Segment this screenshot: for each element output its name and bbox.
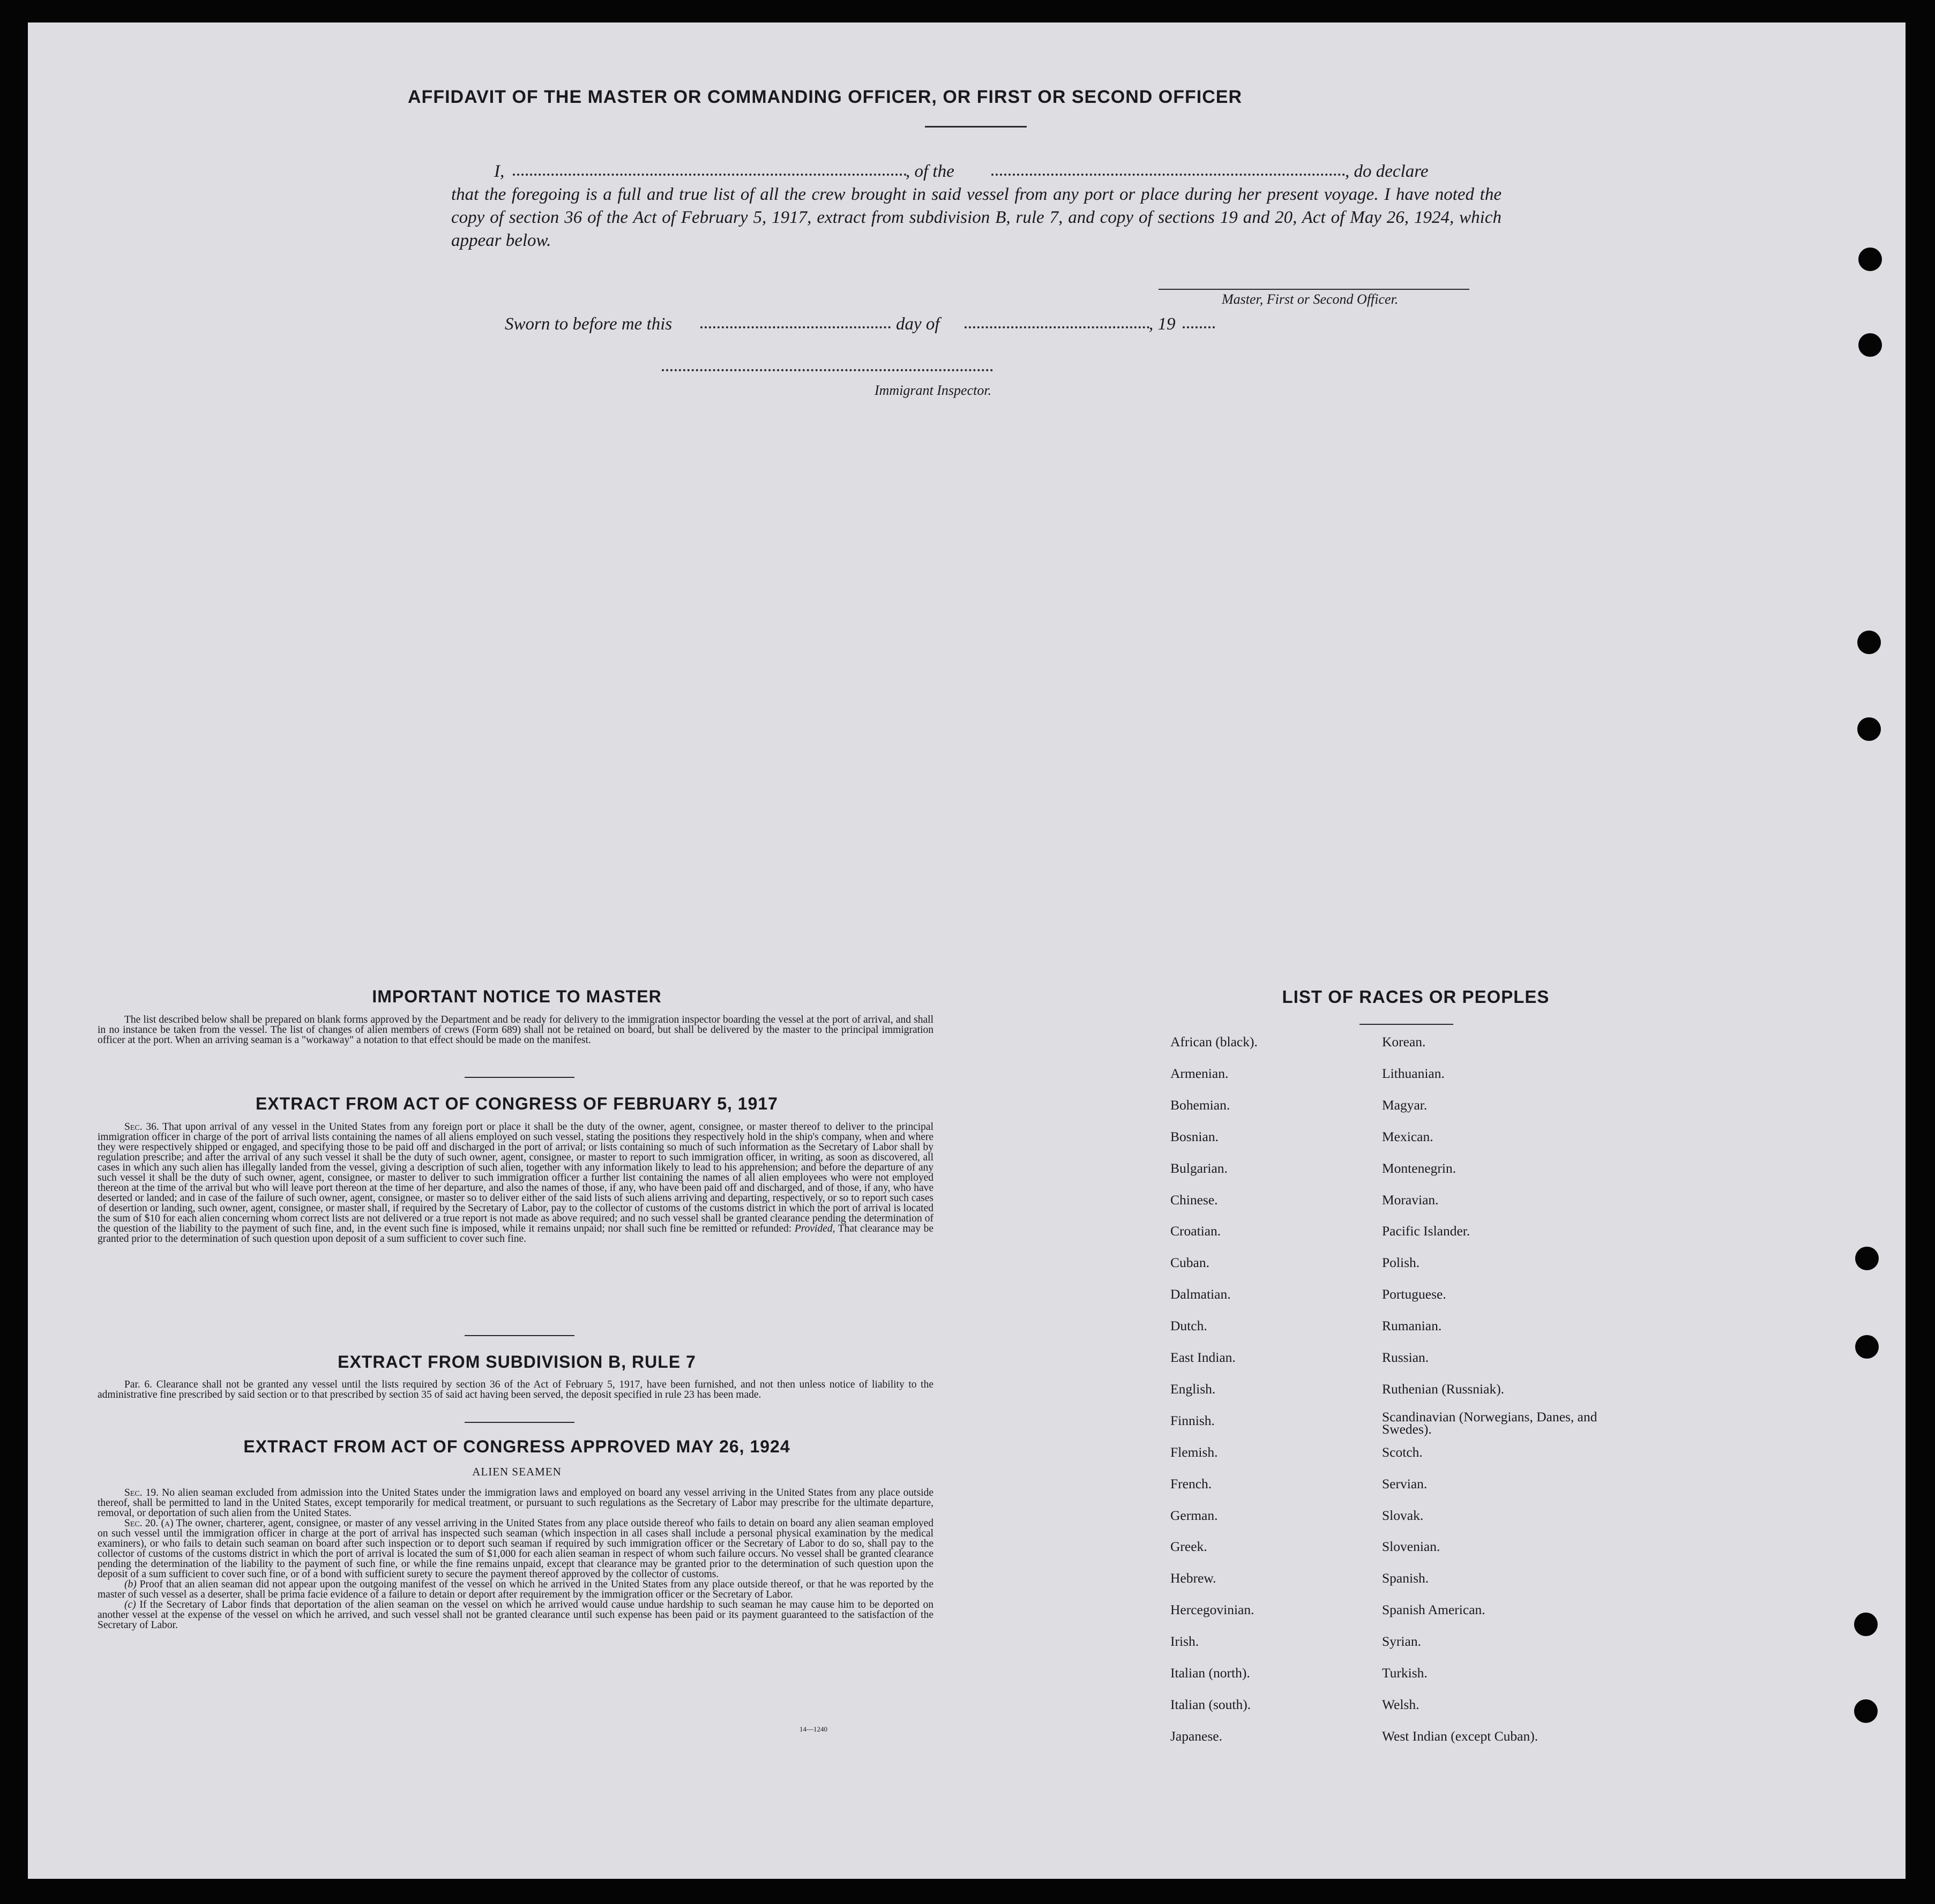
divider bbox=[465, 1422, 574, 1423]
race-item: Irish. bbox=[1170, 1633, 1199, 1650]
affidavit-i-label: I, bbox=[494, 162, 505, 181]
extract-rule7-title: EXTRACT FROM SUBDIVISION B, RULE 7 bbox=[338, 1352, 696, 1371]
race-item: Polish. bbox=[1382, 1255, 1420, 1271]
extract-1917-title: EXTRACT FROM ACT OF CONGRESS OF FEBRUARY 5, 1917 bbox=[256, 1094, 778, 1113]
section-36-text-b: That clearance may be granted prior to the determination of such question upon deposit of a sum sufficient to cover such fine. bbox=[98, 1223, 934, 1245]
race-item: French. bbox=[1170, 1475, 1212, 1491]
extract-1917-text bbox=[98, 1122, 933, 1244]
signature-line[interactable] bbox=[1159, 289, 1469, 290]
section-20b-text: Proof that an alien seaman did not appear upon the outgoing manifest of the vessel on which he arrived in the United States from any place outside thereof, or that he was reported by the master of such vessel as a deserter, shall be prima facie evidence of a failure to detain or deport after requirement by the immigration officer or the Secretary of Labor. bbox=[98, 1579, 933, 1600]
divider bbox=[465, 1077, 574, 1078]
race-item: Dalmatian. bbox=[1170, 1286, 1231, 1302]
sworn-day-field[interactable] bbox=[700, 326, 891, 328]
affidavit-title: AFFIDAVIT OF THE MASTER OR COMMANDING OFFICER, OR FIRST OR SECOND OFFICER bbox=[408, 87, 1242, 107]
punch-hole bbox=[1858, 333, 1882, 357]
master-name-field[interactable] bbox=[513, 174, 907, 176]
race-item: Croatian. bbox=[1170, 1223, 1221, 1239]
race-item: Syrian. bbox=[1382, 1633, 1421, 1650]
race-item: Russian. bbox=[1382, 1350, 1429, 1365]
affidavit-statement: that the foregoing is a full and true list of all the crew brought in said vessel from any port or place during her present voyage. I have noted the copy of section 36 of the Act of February 5, 1917, extract from subdivision B, rule 7, and copy of sections 19 and 20, Act of May 26, 1924, which appear below. bbox=[451, 185, 1501, 250]
section-label: Sec. 20. (a) bbox=[124, 1518, 174, 1529]
punch-hole bbox=[1857, 717, 1881, 741]
race-item: Moravian. bbox=[1382, 1191, 1439, 1208]
sworn-label: Sworn to before me this bbox=[505, 314, 673, 334]
race-item: Hercegovinian. bbox=[1170, 1602, 1254, 1618]
race-item: Chinese. bbox=[1170, 1191, 1218, 1208]
punch-hole bbox=[1855, 1335, 1879, 1359]
race-item: Ruthenian (Russniak). bbox=[1382, 1381, 1505, 1397]
provided-label: Provided, bbox=[794, 1223, 835, 1234]
section-20c-text: If the Secretary of Labor finds that deportation of the alien seaman on the vessel on which he arrived would cause undue hardship to such seaman he may cause him to be deported on another vessel at the expense of the vessel on which he arrived, and such vessel shall not be granted clearance until such expense has been paid or its payment guaranteed to the satisfaction of the Secretary of Labor. bbox=[98, 1599, 933, 1631]
punch-hole bbox=[1858, 248, 1882, 271]
punch-hole bbox=[1855, 1247, 1879, 1270]
section-label: (b) bbox=[124, 1579, 137, 1590]
race-item: Bulgarian. bbox=[1170, 1160, 1228, 1176]
extract-rule7-text bbox=[98, 1380, 933, 1400]
race-item: Bosnian. bbox=[1170, 1128, 1219, 1144]
race-item: Italian (south). bbox=[1170, 1696, 1251, 1712]
race-item: Cuban. bbox=[1170, 1255, 1209, 1271]
race-item: Scotch. bbox=[1382, 1444, 1423, 1460]
extract-1924-text bbox=[98, 1488, 933, 1630]
race-item: Italian (north). bbox=[1170, 1665, 1250, 1681]
extract-1924-title: EXTRACT FROM ACT OF CONGRESS APPROVED MAY 26, 1924 bbox=[243, 1437, 790, 1456]
race-item: Finnish. bbox=[1170, 1412, 1215, 1428]
race-item: Servian. bbox=[1382, 1475, 1428, 1491]
sworn-month-field[interactable] bbox=[965, 326, 1149, 328]
section-label: (c) bbox=[124, 1599, 136, 1610]
race-item: Slovak. bbox=[1382, 1507, 1424, 1523]
document-page bbox=[28, 23, 1906, 1879]
section-label: Sec. 19. bbox=[124, 1487, 159, 1498]
rule7-paragraph: Par. 6. Clearance shall not be granted any vessel until the lists required by section 36 of the Act of February 5, 1917, have been furnished, and not then unless notice of liability to the administrative fine prescribed by said section or to that prescribed by section 35 of said act having been served, the deposit specified in rule 23 has been made. bbox=[98, 1379, 933, 1400]
punch-hole bbox=[1854, 1699, 1878, 1723]
race-item: Greek. bbox=[1170, 1539, 1207, 1555]
race-item: East Indian. bbox=[1170, 1350, 1236, 1365]
race-item: African (black). bbox=[1170, 1034, 1258, 1050]
notice-title: IMPORTANT NOTICE TO MASTER bbox=[372, 987, 662, 1006]
divider bbox=[465, 1335, 574, 1336]
section-20a-text: The owner, charterer, agent, consignee, or master of any vessel arriving in the United States from any place outside thereof who fails to detain on board any alien seaman employed on such vessel until the immigration officer in charge at the port of arrival has inspected such seaman (which inspection in all cases shall include a personal physical examination by the medical examiners), or who fails to detain such seaman on board after such inspection or to deport such seaman if required by such immigration officer or the Secretary of Labor to do so, shall pay to the collector of customs of the customs district in which the port of arrival is located the sum of $1,000 for each alien seaman in respect of whom such failure occurs. No vessel shall be granted clearance pending the determination of the liability to the payment of such fine, or while the fine remains unpaid, except that clearance may be granted prior to the determination of such question upon the deposit of a sum sufficient to cover such fine, or of a bond with sufficient surety to secure the payment thereof approved by the collector of customs. bbox=[98, 1518, 933, 1580]
divider bbox=[925, 126, 1027, 128]
race-item: Korean. bbox=[1382, 1034, 1426, 1050]
divider bbox=[1359, 1024, 1453, 1025]
race-item: German. bbox=[1170, 1507, 1218, 1523]
race-item: Pacific Islander. bbox=[1382, 1223, 1470, 1239]
affidavit-declare-label: , do declare bbox=[1345, 162, 1429, 181]
race-item: Welsh. bbox=[1382, 1696, 1420, 1712]
section-36-paragraph bbox=[98, 1122, 933, 1244]
year-label: , 19 bbox=[1149, 314, 1176, 334]
race-item: Flemish. bbox=[1170, 1444, 1218, 1460]
race-item: Hebrew. bbox=[1170, 1570, 1216, 1586]
races-title: LIST OF RACES OR PEOPLES bbox=[1282, 987, 1550, 1007]
notice-text bbox=[98, 1015, 933, 1045]
race-item: Magyar. bbox=[1382, 1097, 1428, 1113]
race-item: Armenian. bbox=[1170, 1065, 1229, 1081]
race-item: Spanish. bbox=[1382, 1570, 1429, 1586]
inspector-label: Immigrant Inspector. bbox=[875, 383, 992, 398]
form-number: 14—1240 bbox=[800, 1725, 827, 1733]
race-item: Portuguese. bbox=[1382, 1286, 1446, 1302]
race-item: Montenegrin. bbox=[1382, 1160, 1456, 1176]
race-item: Japanese. bbox=[1170, 1728, 1222, 1744]
section-20b-paragraph bbox=[98, 1579, 933, 1600]
section-20a-paragraph bbox=[98, 1518, 933, 1579]
affidavit-of-the-label: , of the bbox=[906, 162, 954, 181]
race-item: Mexican. bbox=[1382, 1128, 1433, 1144]
punch-hole bbox=[1854, 1613, 1878, 1636]
race-item: Spanish American. bbox=[1382, 1602, 1485, 1618]
signature-label: Master, First or Second Officer. bbox=[1222, 291, 1399, 307]
section-19-paragraph bbox=[98, 1488, 933, 1518]
section-20c-paragraph bbox=[98, 1600, 933, 1630]
race-item: Dutch. bbox=[1170, 1318, 1207, 1334]
sworn-year-field[interactable] bbox=[1183, 326, 1215, 328]
day-of-label: day of bbox=[896, 314, 940, 334]
race-item: Lithuanian. bbox=[1382, 1065, 1445, 1081]
race-item: Scandinavian (Norwegians, Danes, and Swedes). bbox=[1382, 1408, 1597, 1437]
alien-seamen-subtitle: ALIEN SEAMEN bbox=[472, 1465, 562, 1478]
race-item: Turkish. bbox=[1382, 1665, 1428, 1681]
race-item: Bohemian. bbox=[1170, 1097, 1230, 1113]
race-item: English. bbox=[1170, 1381, 1216, 1397]
race-item: Rumanian. bbox=[1382, 1318, 1442, 1334]
inspector-signature-line[interactable] bbox=[662, 369, 993, 371]
notice-paragraph: The list described below shall be prepared on blank forms approved by the Department and be ready for delivery to the immigration inspector boarding the vessel at the port of arrival, and shall in no instance be taken from the vessel. The list of changes of alien members of crews (Form 689) shall not be retained on board, but shall be delivered by the master to the principal immigration officer at the port. When an arriving seaman is a "workaway" a notation to that effect should be made on the manifest. bbox=[98, 1014, 933, 1046]
punch-hole bbox=[1857, 631, 1881, 654]
race-item: Slovenian. bbox=[1382, 1539, 1440, 1555]
section-19-text: No alien seaman excluded from admission into the United States under the immigration laws and employed on board any vessel arriving in the United States from any place outside thereof, shall be permitted to land in the United States, except temporarily for medical treatment, or pursuant to such regulations as the Secretary of Labor may prescribe for the ultimate departure, removal, or deportation of such alien from the United States. bbox=[98, 1487, 934, 1519]
vessel-name-field[interactable] bbox=[991, 174, 1345, 176]
section-36-text-a: That upon arrival of any vessel in the United States from any foreign port or place it shall be the duty of the owner, agent, consignee, or master thereof to deliver to the principal immigration officer in charge of the port of arrival lists containing the names of all aliens employed on such vessel, stating the positions they respectively hold in the ship's company, when and where they were respectively shipped or engaged, and specifying those to be paid off and discharged in the port of arrival; or lists containing so much of such information as the Secretary of Labor shall by regulation prescribe; and after the arrival of any such vessel it shall be the duty of such owner, agent, consignee, or master to report to such immigration officer, in writing, as soon as discovered, all cases in which any such alien has illegally landed from the vessel, giving a description of such alien, together with any information likely to lead to his apprehension; and before the departure of any such vessel it shall be the duty of such owner, agent, consignee, or master to deliver to such immigration officer a further list containing the names of all alien employees who were not employed thereon at the time of the arrival but who will leave port thereon at the time of her departure, and also the names of those, if any, who have been paid off and discharged, and of those, if any, who have deserted or landed; and in case of the failure of such owner, agent, consignee, or master so to deliver either of the said lists of such aliens arriving and departing, respectively, or so to report such cases of desertion or landing, such owner, agent, consignee, or master shall, if required by the Secretary of Labor, pay to the collector of customs of the customs district in which the port of arrival is located the sum of $10 for each alien concerning whom correct lists are not delivered or a true report is not made as above required; and no such vessel shall be granted clearance pending the determination of the question of the liability to the payment of such fine, and, in the event such fine is imposed, while it remains unpaid; nor shall such fine be remitted or refunded: bbox=[98, 1121, 933, 1234]
race-item: West Indian (except Cuban). bbox=[1382, 1728, 1538, 1744]
section-label: Sec. 36. bbox=[124, 1121, 159, 1133]
